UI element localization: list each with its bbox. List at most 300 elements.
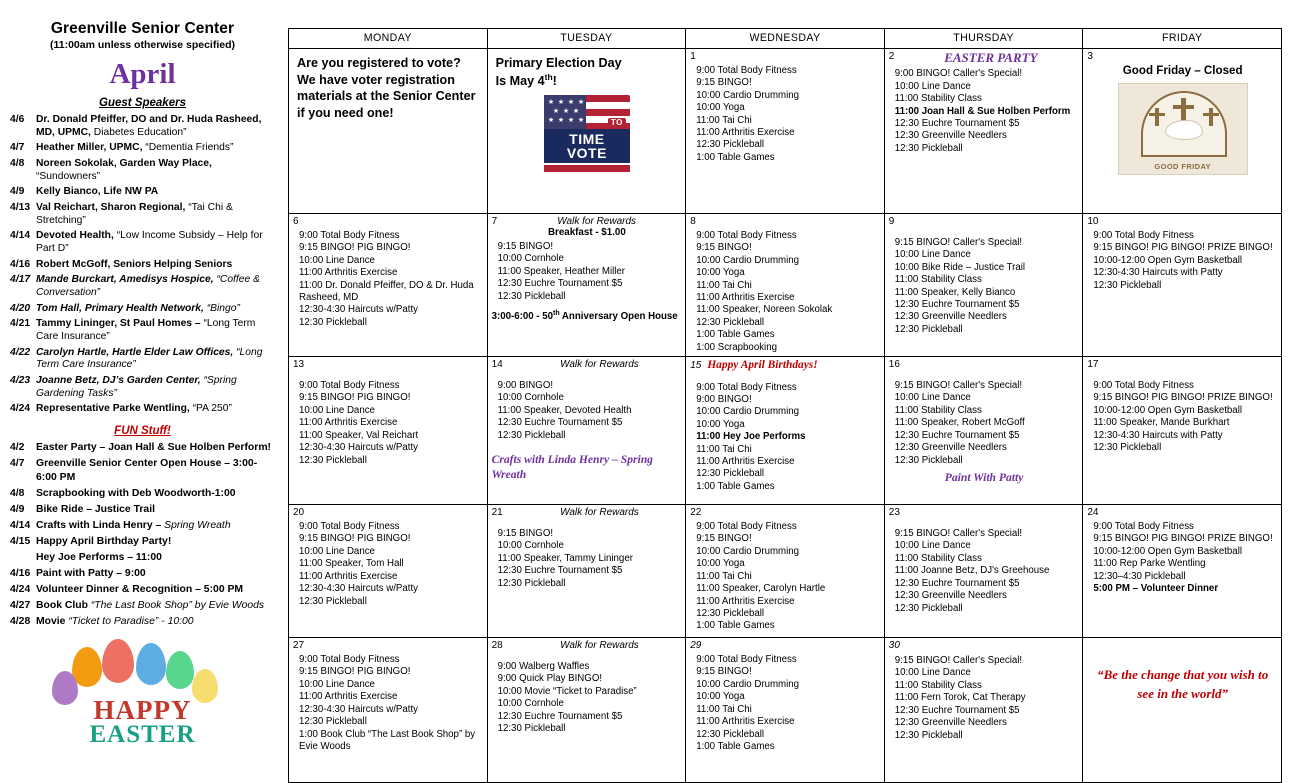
day-cell-8[interactable]: [686, 214, 885, 357]
speaker-date: 4/22: [10, 346, 31, 358]
info-sidebar: [0, 0, 283, 783]
day-number: 21: [491, 507, 503, 519]
speaker-date: 4/9: [10, 186, 25, 198]
day-cell-2[interactable]: [884, 49, 1083, 214]
event-item: 10:00 Yoga: [696, 691, 745, 703]
event-item: 1:00 Table Games: [696, 151, 775, 163]
calendar-table: [288, 28, 1282, 783]
event-item: 9:00 Total Body Fitness: [1093, 380, 1194, 392]
event-item: 10:00 Cardio Drumming: [696, 406, 800, 418]
event-item: 11:00 Tai Chi: [696, 570, 752, 582]
fun-stuff-date: 4/2: [10, 442, 25, 454]
election-excl: !: [552, 73, 557, 88]
day-cell-7[interactable]: [487, 214, 686, 357]
event-item: 9:00 Total Body Fitness: [696, 521, 797, 533]
event-item: 11:00 Dr. Donald Pfeiffer, DO & Dr. Huda Rasheed, MD: [299, 279, 474, 304]
event-item: 10:00 Line Dance: [894, 392, 971, 404]
day-cell-20[interactable]: [289, 505, 488, 638]
election-line-2: [496, 72, 680, 90]
walk-for-rewards-label: Walk for Rewards: [560, 359, 639, 371]
event-item: 12:30 Pickleball: [696, 607, 765, 619]
fun-stuff-heading: FUN Stuff!: [114, 425, 171, 438]
subtitle-text: (11:00am unless otherwise specified): [50, 39, 235, 51]
event-item: 9:15 BINGO!: [696, 533, 752, 545]
inspirational-quote: “Be the change that you wish to see in the world”: [1097, 667, 1269, 701]
column-header-thursday: THURSDAY: [884, 29, 1083, 49]
event-list: [492, 380, 683, 442]
day-cell-22[interactable]: [686, 505, 885, 638]
open-house-note: 3:00-6:00 - 50th Anniversary Open House: [491, 310, 678, 323]
day-cell-6[interactable]: [289, 214, 488, 357]
speaker-row: [10, 375, 275, 401]
cross-icon-right: [1209, 108, 1213, 126]
event-item: 12:30 Euchre Tournament $5: [894, 704, 1020, 716]
event-item: 11:00 Arthritis Exercise: [696, 716, 795, 728]
event-item: 11:00 Stability Class: [894, 552, 982, 564]
event-item: 9:00 Total Body Fitness: [299, 380, 400, 392]
event-item: 11:00 Tai Chi: [696, 703, 752, 715]
calendar-header-row: [289, 29, 1282, 49]
event-item: 9:00 Total Body Fitness: [696, 65, 797, 76]
event-item: 12:30 Pickleball: [1093, 442, 1162, 454]
event-item: 12:30-4:30 Haircuts w/Patty: [299, 304, 418, 316]
day-number: 10: [1087, 216, 1099, 227]
event-list: [492, 241, 683, 303]
event-item: 11:00 Fern Torok, Cat Therapy: [894, 692, 1026, 704]
event-item: 9:15 BINGO!: [696, 666, 752, 678]
event-item: 9:00 Total Body Fitness: [299, 654, 400, 666]
speaker-text: Representative Parke Wentling, “PA 250”: [36, 403, 232, 415]
event-item: 9:00 Total Body Fitness: [696, 381, 797, 393]
fun-stuff-date: 4/16: [10, 567, 31, 579]
speaker-text: Joanne Betz, DJ’s Garden Center, “Spring Gardening Tasks”: [36, 374, 237, 399]
day-cell-3[interactable]: [1083, 49, 1282, 214]
event-item: 11:00 Speaker, Val Reichart: [299, 429, 419, 441]
event-item: 9:15 BINGO! PIG BINGO!: [299, 242, 411, 254]
event-item: 10:00 Yoga: [696, 418, 745, 430]
event-item: 12:30 Pickleball: [696, 728, 765, 740]
event-item: 9:00 Total Body Fitness: [1093, 521, 1194, 533]
day-number: 2: [888, 51, 895, 62]
fun-stuff-row: [10, 457, 275, 484]
speaker-row: [10, 142, 275, 155]
cross-icon-left-bar: [1149, 113, 1165, 116]
event-item: 12:30 Pickleball: [497, 577, 566, 589]
event-item: 10:00 Cornhole: [497, 253, 564, 265]
fun-stuff-text: Hey Joe Performs – 11:00: [36, 551, 162, 563]
event-list: [293, 230, 484, 329]
day-number: 27: [293, 640, 305, 652]
event-item: 10:00 Yoga: [696, 102, 745, 114]
day-number: 30: [888, 640, 900, 652]
speaker-text: Tom Hall, Primary Health Network, “Bingo”: [36, 302, 240, 314]
day-cell-election-notice[interactable]: [487, 49, 686, 214]
happy-easter-graphic: [40, 637, 245, 762]
event-item: 10:00 Bike Ride – Justice Trail: [894, 261, 1026, 273]
vote-badge-time: TIME: [569, 131, 605, 148]
day-number: 14: [491, 359, 503, 371]
event-item: 12:30 Euchre Tournament $5: [894, 117, 1020, 129]
day-cell-voter-notice[interactable]: [289, 49, 488, 214]
day-number: 29: [690, 640, 702, 652]
event-item: 10:00 Cardio Drumming: [696, 89, 800, 101]
calendar-week-4: [289, 505, 1282, 638]
event-item: 12:30 Pickleball: [299, 316, 367, 328]
event-item: 9:15 BINGO! Caller's Special!: [894, 380, 1023, 392]
day-number: 17: [1087, 359, 1099, 371]
day-number: 20: [293, 507, 305, 519]
event-item: 11:00 Arthritis Exercise: [696, 127, 795, 139]
event-item: 12:30 Pickleball: [696, 139, 765, 151]
day-cell-17[interactable]: [1083, 357, 1282, 505]
day-cell-27[interactable]: [289, 638, 488, 783]
page-subtitle: [10, 39, 275, 51]
event-list: [293, 521, 484, 608]
event-item: 10:00 Line Dance: [894, 80, 971, 92]
event-item: 12:30 Pickleball: [894, 729, 963, 741]
event-item: 10:00 Cardio Drumming: [696, 678, 800, 690]
time-to-vote-badge: [544, 118, 630, 163]
event-item: 9:15 BINGO!: [696, 242, 752, 254]
fun-stuff-date: 4/24: [10, 583, 31, 595]
event-item: 12:30 Pickleball: [696, 316, 765, 328]
event-item: 10:00 Cardio Drumming: [696, 545, 800, 557]
voter-message-line: We have voter registration materials at the Senior Center if you need one!: [297, 72, 476, 120]
event-item: 10:00 Cornhole: [497, 540, 564, 552]
day-number: 13: [293, 359, 305, 371]
fun-stuff-row: [10, 519, 275, 533]
event-item: 12:30 Pickleball: [894, 142, 963, 154]
good-friday-closed-title: Good Friday – Closed: [1122, 64, 1243, 77]
month-heading: April: [109, 58, 176, 90]
event-item: 12:30-4:30 Haircuts w/Patty: [299, 442, 418, 454]
fun-stuff-date: 4/9: [10, 503, 25, 515]
walk-for-rewards-label: Walk for Rewards: [560, 507, 639, 519]
day-number-row: [492, 216, 683, 227]
day-number: 23: [888, 507, 900, 519]
good-friday-art-label: GOOD FRIDAY: [1154, 162, 1211, 171]
event-list: [293, 380, 484, 467]
event-list: [889, 237, 1080, 336]
voter-message-line: Are you registered to vote?: [297, 56, 461, 70]
fun-stuff-date: 4/8: [10, 487, 25, 499]
event-item: 9:15 BINGO!: [497, 241, 554, 252]
speaker-row: [10, 347, 275, 373]
fun-stuff-text: Greenville Senior Center Open House – 3:00-6:00 PM: [36, 458, 258, 483]
fun-stuff-text: Paint with Patty – 9:00: [36, 567, 146, 579]
speaker-date: 4/20: [10, 302, 31, 314]
event-list: [889, 655, 1080, 742]
speaker-text: Dr. Donald Pfeiffer, DO and Dr. Huda Rasheed, MD, UPMC, Diabetes Education”: [36, 114, 262, 138]
event-item: 11:00 Speaker, Carolyn Hartle: [696, 583, 826, 595]
flag-canton: ★ ★ ★ ★ ★ ★ ★ ★ ★ ★ ★: [544, 95, 586, 135]
speaker-date: 4/13: [10, 201, 31, 213]
fun-stuff-row: [10, 615, 275, 629]
event-item: 12:30 Euchre Tournament $5: [497, 417, 623, 429]
speaker-row: [10, 403, 275, 416]
day-number: 6: [293, 216, 299, 227]
event-list: [690, 521, 881, 633]
event-item: 10:00 Line Dance: [299, 404, 375, 416]
day-cell-29[interactable]: [686, 638, 885, 783]
event-item: 9:15 BINGO!: [696, 77, 752, 89]
event-item: 11:00 Stability Class: [894, 679, 982, 691]
event-item: 12:30 Pickleball: [299, 716, 367, 728]
event-item: 12:30-4:30 Haircuts with Patty: [1093, 267, 1223, 279]
event-item: 12:30 Pickleball: [894, 454, 963, 466]
good-friday-graphic: [1118, 83, 1248, 175]
event-item: 12:30 Greenville Needlers: [894, 311, 1007, 323]
speaker-date: 4/24: [10, 403, 31, 415]
easter-word-happy: HAPPY: [93, 694, 192, 725]
event-item: 12:30 Greenville Needlers: [894, 130, 1007, 142]
event-item: 11:00 Arthritis Exercise: [299, 417, 398, 429]
event-list: [1087, 230, 1278, 292]
event-item: 10:00 Line Dance: [299, 254, 375, 266]
day-cell-13[interactable]: [289, 357, 488, 505]
volunteer-dinner-text: 5:00 PM – Volunteer Dinner: [1093, 583, 1219, 595]
speaker-date: 4/21: [10, 318, 31, 330]
event-item: 12:30 Greenville Needlers: [894, 442, 1007, 454]
page-title: Greenville Senior Center: [50, 20, 235, 37]
event-list: [1087, 521, 1278, 583]
day-cell-16[interactable]: [884, 357, 1083, 505]
election-line-1: Primary Election Day: [495, 56, 622, 70]
day-number-row: [492, 640, 683, 651]
day-number: 28: [491, 640, 503, 652]
speaker-date: 4/23: [10, 374, 31, 386]
event-item: 9:00 BINGO!: [497, 380, 554, 392]
vote-badge-vote: VOTE: [566, 145, 607, 162]
event-list: [889, 68, 1080, 155]
event-item: 10:00 Yoga: [696, 267, 745, 279]
day-number: 3: [1087, 51, 1093, 62]
event-item: 10:00 Line Dance: [894, 249, 971, 261]
event-item: 12:30 Euchre Tournament $5: [497, 278, 623, 290]
event-list: [690, 65, 881, 164]
event-list: [889, 528, 1080, 615]
column-header-wednesday: WEDNESDAY: [686, 29, 885, 49]
speaker-date: 4/7: [10, 142, 25, 154]
fun-stuff-date: 4/7: [10, 458, 25, 470]
fun-stuff-row: [10, 503, 275, 517]
event-item: 12:30 Pickleball: [894, 323, 963, 335]
event-item: 10:00 Line Dance: [894, 540, 971, 552]
fun-stuff-text: Book Club “The Last Book Shop” by Evie Woods: [36, 600, 265, 611]
day-cell-21[interactable]: [487, 505, 686, 638]
speaker-row: [10, 274, 275, 300]
day-cell-24[interactable]: [1083, 505, 1282, 638]
fun-stuff-text: Movie “Ticket to Paradise” - 10:00: [36, 616, 194, 628]
day-cell-30[interactable]: [884, 638, 1083, 783]
event-item: 1:00 Book Club “The Last Book Shop” by Evie Woods: [299, 728, 476, 752]
speaker-date: 4/17: [10, 274, 31, 286]
monthly-calendar: [283, 0, 1290, 783]
event-item: 12:30 Greenville Needlers: [894, 717, 1007, 729]
walk-for-rewards-label: Walk for Rewards: [560, 640, 639, 652]
event-item: 12:30 Pickleball: [497, 290, 566, 302]
fun-stuff-text: Happy April Birthday Party!: [36, 535, 172, 547]
event-item: 9:00 BINGO! Caller's Special!: [894, 68, 1023, 80]
event-item: 11:00 Arthritis Exercise: [299, 267, 398, 279]
event-list: [293, 654, 484, 753]
day-number-row: [690, 359, 881, 372]
event-item: 11:00 Speaker, Tom Hall: [299, 558, 404, 570]
event-item: 10:00-12:00 Open Gym Basketball: [1093, 545, 1243, 557]
event-item: 12:30 Euchre Tournament $5: [894, 577, 1020, 589]
birthday-banner: Happy April Birthdays!: [707, 359, 818, 372]
event-item: 10:00 Line Dance: [894, 667, 971, 679]
event-item: 12:30 Euchre Tournament $5: [497, 565, 623, 577]
fun-stuff-row: [10, 487, 275, 501]
event-item: 12:30 Euchre Tournament $5: [497, 710, 623, 722]
column-header-tuesday: TUESDAY: [487, 29, 686, 49]
calendar-week-3: [289, 357, 1282, 505]
event-item: 10:00-12:00 Open Gym Basketball: [1093, 404, 1243, 416]
event-item: 11:00 Speaker, Noreen Sokolak: [696, 304, 833, 316]
event-item: 10:00 Cornhole: [497, 698, 564, 710]
fun-stuff-text: Volunteer Dinner & Recognition – 5:00 PM: [36, 583, 244, 595]
cross-icon-left: [1155, 108, 1159, 126]
day-number-row: [889, 51, 1080, 65]
speaker-row: [10, 259, 275, 272]
event-item: 12:30 Pickleball: [299, 595, 367, 607]
day-cell-quote[interactable]: [1083, 638, 1282, 783]
fun-stuff-text: Bike Ride – Justice Trail: [36, 503, 155, 515]
fun-stuff-date: 4/14: [10, 519, 31, 531]
event-item: 11:00 Hey Joe Performs: [696, 431, 806, 443]
event-item: 11:00 Speaker, Heather Miller: [497, 265, 626, 277]
event-item: 12:30 Pickleball: [497, 429, 566, 441]
day-number-row: [492, 359, 683, 370]
speaker-row: [10, 230, 275, 256]
day-number: 22: [690, 507, 702, 519]
event-item: 9:15 BINGO! Caller's Special!: [894, 237, 1023, 248]
event-item: 9:15 BINGO! PIG BINGO! PRIZE BINGO!: [1093, 392, 1273, 404]
speaker-text: Val Reichart, Sharon Regional, “Tai Chi & Stretching”: [36, 201, 233, 226]
election-date-sup: th: [544, 71, 553, 82]
day-cell-15[interactable]: [686, 357, 885, 505]
event-item: 12:30 Greenville Needlers: [894, 590, 1007, 602]
event-item: 10:00 Yoga: [696, 558, 745, 570]
day-number: 24: [1087, 507, 1099, 519]
fun-stuff-list: [10, 441, 275, 628]
event-item: 9:00 Quick Play BINGO!: [497, 673, 603, 685]
event-item: 1:00 Table Games: [696, 329, 775, 341]
day-cell-28[interactable]: [487, 638, 686, 783]
crafts-with-linda-henry-note: Crafts with Linda Henry – Spring Wreath: [491, 453, 653, 482]
event-item: 12:30 Pickleball: [299, 454, 367, 466]
event-item: 10:00-12:00 Open Gym Basketball: [1093, 254, 1243, 266]
speaker-text: Kelly Bianco, Life NW PA: [36, 186, 159, 198]
walk-for-rewards-label: Walk for Rewards: [557, 216, 637, 227]
event-item: 11:00 Stability Class: [894, 404, 982, 416]
fun-stuff-row: [10, 583, 275, 597]
guest-speakers-list: [10, 114, 275, 416]
event-list: [690, 654, 881, 753]
event-item: 11:00 Arthritis Exercise: [696, 292, 795, 304]
event-item: 11:00 Tai Chi: [696, 114, 752, 126]
speaker-text: Noreen Sokolak, Garden Way Place, “Sundowners”: [36, 157, 212, 182]
day-number: 16: [888, 359, 900, 371]
speaker-text: Heather Miller, UPMC, “Dementia Friends”: [36, 142, 234, 154]
day-cell-23[interactable]: [884, 505, 1083, 638]
event-item: 1:00 Table Games: [696, 620, 775, 632]
speaker-date: 4/16: [10, 258, 31, 270]
fun-stuff-row: [10, 567, 275, 581]
event-item: 9:15 BINGO! PIG BINGO! PRIZE BINGO!: [1093, 533, 1273, 545]
event-item: 12:30–4:30 Pickleball: [1093, 570, 1186, 582]
event-item: 9:00 Total Body Fitness: [299, 230, 400, 241]
fun-stuff-row: [10, 441, 275, 455]
event-list: [492, 528, 683, 590]
event-item: 1:00 Scrapbooking: [696, 341, 777, 353]
speaker-date: 4/6: [10, 114, 25, 125]
speaker-text: Carolyn Hartle, Hartle Elder Law Offices, “Long Term Care Insurance”: [36, 346, 263, 371]
fun-stuff-text: Scrapbooking with Deb Woodworth-1:00: [36, 487, 236, 499]
easter-word-easter: EASTER: [89, 720, 196, 748]
speaker-text: Robert McGoff, Seniors Helping Seniors: [36, 258, 233, 270]
easter-party-title: EASTER PARTY: [944, 50, 1038, 65]
event-item: 11:00 Speaker, Mande Burkhart: [1093, 417, 1230, 429]
fun-stuff-text: Easter Party – Joan Hall & Sue Holben Perform!: [36, 442, 272, 454]
fun-stuff-date: 4/27: [10, 600, 31, 611]
event-item: 11:00 Joan Hall & Sue Holben Perform: [894, 105, 1071, 117]
event-item: 11:00 Tai Chi: [696, 443, 752, 455]
speaker-date: 4/8: [10, 157, 25, 169]
day-number: 9: [888, 216, 895, 227]
event-item: 9:15 BINGO! Caller's Special!: [894, 655, 1023, 667]
fun-stuff-row: [10, 599, 275, 613]
event-item: 10:00 Cardio Drumming: [696, 254, 800, 266]
calendar-week-1: [289, 49, 1282, 214]
event-item: 12:30 Euchre Tournament $5: [894, 429, 1020, 441]
event-item: 9:00 Total Body Fitness: [1093, 230, 1194, 241]
event-item: 9:15 BINGO!: [497, 528, 554, 540]
cross-icon-right-bar: [1203, 113, 1219, 116]
day-cell-14[interactable]: [487, 357, 686, 505]
fun-stuff-row: [10, 551, 275, 565]
fun-stuff-date: [10, 551, 36, 565]
event-item: 11:00 Speaker, Kelly Bianco: [894, 286, 1016, 298]
event-item: 9:15 BINGO! PIG BINGO!: [299, 392, 411, 404]
event-item: 11:00 Arthritis Exercise: [299, 691, 398, 703]
fun-stuff-date: 4/15: [10, 535, 31, 547]
fun-stuff-row: [10, 535, 275, 549]
day-cell-10[interactable]: [1083, 214, 1282, 357]
event-item: 11:00 Speaker, Devoted Health: [497, 404, 632, 416]
vote-badge-to: TO: [608, 118, 626, 128]
event-list: [492, 661, 683, 735]
event-item: 11:00 Joanne Betz, DJ's Greehouse: [894, 565, 1050, 577]
speaker-text: Mande Burckart, Amedisys Hospice, “Coffee & Conversation”: [36, 274, 260, 299]
event-item: 11:00 Arthritis Exercise: [299, 570, 398, 582]
event-item: 10:00 Line Dance: [299, 545, 375, 557]
event-item: 11:00 Tai Chi: [696, 279, 752, 291]
event-item: 12:30 Euchre Tournament $5: [894, 299, 1020, 311]
event-item: 12:30 Pickleball: [894, 602, 963, 614]
speaker-row: [10, 186, 275, 199]
day-cell-9[interactable]: [884, 214, 1083, 357]
day-number-row: [492, 507, 683, 518]
speaker-row: [10, 202, 275, 228]
speaker-text: Tammy Lininger, St Paul Homes – “Long Term Care Insurance”: [36, 318, 256, 343]
event-item: 12:30 Pickleball: [1093, 279, 1162, 291]
day-cell-1[interactable]: [686, 49, 885, 214]
column-header-friday: FRIDAY: [1083, 29, 1282, 49]
event-item: 9:00 BINGO!: [696, 394, 752, 406]
cross-icon-bar: [1173, 105, 1194, 109]
